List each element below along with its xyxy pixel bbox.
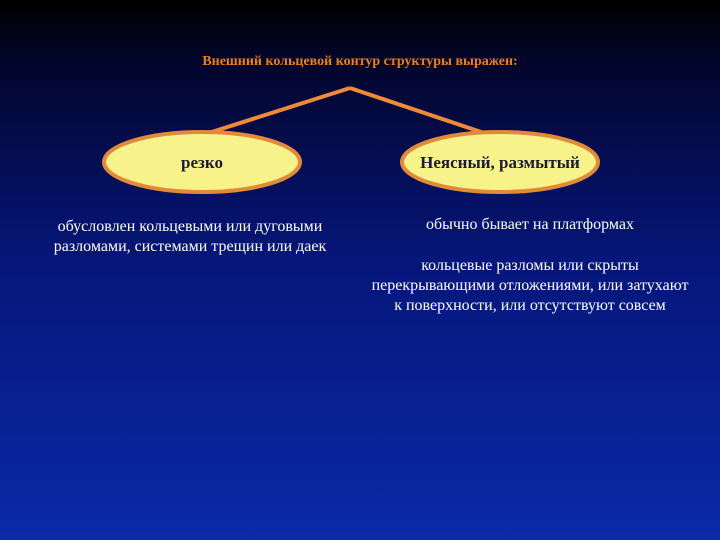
left-node-description: обусловлен кольцевыми или дуговыми разломами, системами трещин или даек [53, 218, 327, 255]
slide-title: Внешний кольцевой контур структуры выражен: [202, 54, 518, 69]
right-node-description-2: кольцевые разломы или скрыты перекрывающими отложениями, или затухают к поверхности, или отсутствуют совсем [371, 257, 689, 314]
right-node-label: Неясный, размытый [420, 153, 580, 172]
arrow-to-right [350, 88, 496, 137]
left-node-label: резко [181, 153, 223, 172]
arrow-to-left [196, 88, 350, 137]
right-node-description-1: обычно бывает на платформах [425, 216, 635, 233]
